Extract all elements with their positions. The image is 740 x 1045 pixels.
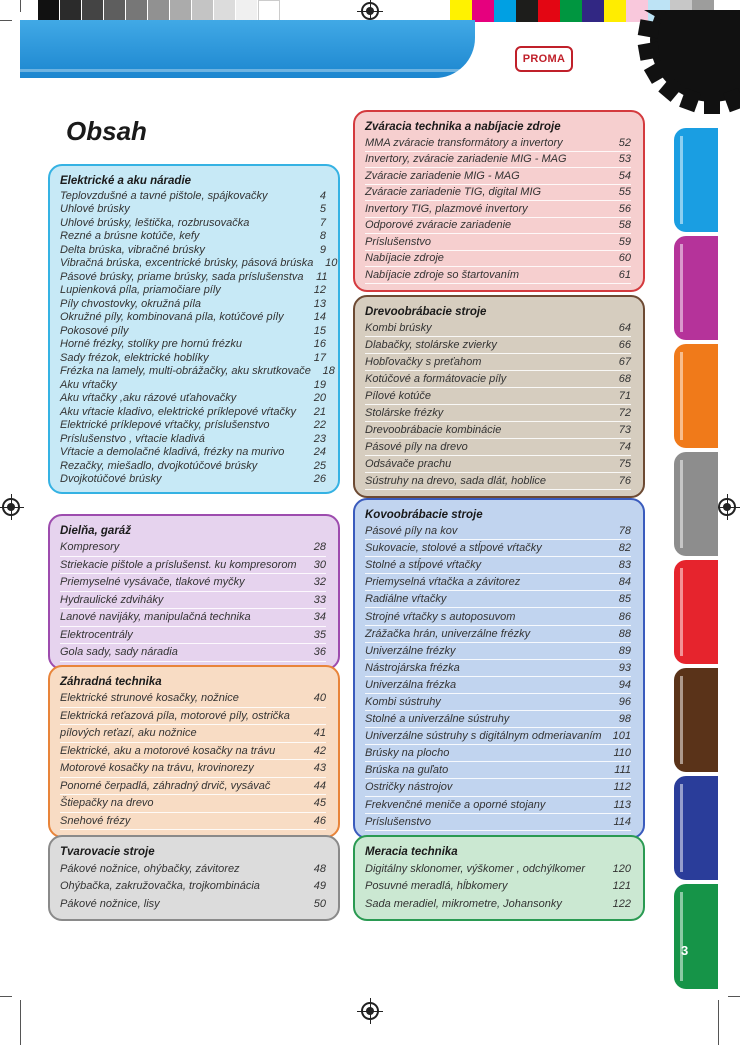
toc-entry-label: Príslušenstvo , vŕtacie kladivá [60,432,205,445]
toc-entry-page: 16 [313,338,326,351]
toc-entry[interactable] [60,473,326,487]
section-title: Tvarovacie stroje [60,846,155,858]
toc-entry[interactable] [60,189,326,203]
toc-entry-label: Aku vŕtačky [60,378,117,391]
toc-entry[interactable] [365,779,631,796]
toc-entry-label: Sústruhy na drevo, sada dlát, hoblice [365,475,547,487]
toc-entry-label: Delta brúska, vibračné brúsky [60,243,205,256]
toc-entry[interactable] [60,216,326,230]
toc-entry-page: 28 [313,541,326,554]
toc-entry-label: Sada meradiel, mikrometre, Johansonky [365,897,562,910]
toc-entry-page: 40 [313,692,326,705]
toc-entry-page: 52 [618,136,631,149]
toc-entry[interactable] [60,690,326,708]
page-title: Obsah [66,116,147,146]
toc-entry-page: 59 [618,235,631,248]
toc-entry-page: 83 [618,559,631,572]
toc-entry-label: Sady frézok, elektrické hoblíky [60,351,209,364]
toc-entry-label: Invertory TIG, plazmové invertory [365,202,528,215]
toc-entry[interactable] [365,878,631,896]
grayscale-calibration-bar [38,0,280,22]
toc-entry-page: 93 [618,661,631,674]
toc-entry-page: 64 [618,322,631,334]
toc-entry-label: Brúska na guľato [365,764,449,777]
toc-entry-label: Teplovzdušné a tavné pištole, spájkovačky [60,189,268,202]
toc-entry-label: Frézka na lamely, multi-obrážačky, aku skrutkovače [60,365,311,378]
toc-entry-label: Dlabačky, stolárske zvierky [365,339,497,351]
toc-entry[interactable] [365,371,631,388]
toc-entry[interactable] [60,574,326,592]
toc-entry-page: 24 [313,446,326,459]
toc-entry[interactable] [60,446,326,460]
toc-entry-page: 12 [313,284,326,297]
registration-mark-icon [361,1002,379,1020]
section-drevoobrabacie [353,295,645,498]
toc-entry[interactable] [365,728,631,745]
toc-entry-label: Elektrické príklepové vŕtačky, príslušenstvo [60,419,270,432]
toc-entry[interactable] [365,643,631,660]
toc-entry-page: 58 [618,219,631,232]
toc-entry-label: Lupienková píla, priamočiare píly [60,284,221,297]
toc-entry[interactable] [60,324,326,338]
toc-entry-page: 4 [319,189,326,202]
toc-entry[interactable] [60,860,326,878]
toc-entry-label: Kompresory [60,541,120,554]
toc-entry-label: Nabíjacie zdroje [365,252,444,265]
toc-entry-page: 122 [612,897,631,910]
toc-entry-page: 85 [618,593,631,606]
crop-mark [20,1000,21,1045]
toc-entry[interactable] [365,456,631,473]
toc-entry-label: pílových reťazí, aku nožnice [60,727,197,740]
toc-entry-label: Brúsky na plocho [365,747,450,760]
toc-entry[interactable] [60,378,326,392]
toc-entry-page: 34 [313,611,326,624]
toc-entry-page: 53 [618,153,631,166]
toc-entry[interactable] [365,660,631,677]
toc-entry[interactable] [365,574,631,591]
toc-entry-label: Dvojkotúčové brúsky [60,473,162,486]
toc-entry-label: Priemyselné vysávače, tlakové myčky [60,576,245,589]
toc-entry-page: 19 [313,378,326,391]
section-tab-6[interactable] [674,668,718,772]
toc-entry-label: Uhlové brúsky, leštička, rozbrusovačka [60,216,250,229]
toc-entry-label: Radiálne vŕtačky [365,593,447,606]
toc-entry-label: Pílové kotúče [365,390,432,402]
toc-entry-page: 98 [618,713,631,726]
toc-entry-page: 5 [319,203,326,216]
toc-entry[interactable] [365,762,631,779]
registration-mark-icon [718,498,736,516]
toc-entry-page: 114 [613,815,631,828]
toc-entry[interactable] [365,473,631,490]
toc-entry-label: Elektrické strunové kosačky, nožnice [60,692,239,705]
toc-entry-label: Kotúčové a formátovacie píly [365,373,507,385]
toc-entry-label: Hobľovačky s preťahom [365,356,482,368]
registration-mark-icon [2,498,20,516]
toc-entry[interactable] [60,539,326,557]
toc-entry[interactable] [365,388,631,405]
toc-entry[interactable] [60,895,326,913]
registration-mark-icon [361,2,379,20]
toc-entry-label: Hydraulické zdviháky [60,593,164,606]
toc-entry[interactable] [60,743,326,761]
toc-entry-page: 73 [618,424,631,436]
toc-entry-page: 55 [618,186,631,199]
section-title: Zváracia technika a nabíjacie zdroje [365,121,561,133]
toc-entry-page: 96 [618,695,631,708]
toc-entry[interactable] [60,365,335,379]
toc-entry[interactable] [365,694,631,711]
toc-entry-label: Vibračná brúska, excentrické brúsky, pásová brúska [60,257,314,270]
toc-entry[interactable] [60,432,326,446]
toc-entry[interactable] [60,257,338,271]
toc-entry[interactable] [60,813,326,831]
toc-entry-page: 30 [313,558,326,571]
toc-entry[interactable] [60,297,326,311]
toc-entry[interactable] [365,405,631,422]
toc-entry-page: 74 [618,441,631,453]
section-tab-5[interactable] [674,560,718,664]
section-tab-1[interactable] [674,128,718,232]
toc-entry[interactable] [365,860,631,878]
toc-entry[interactable] [365,711,631,728]
toc-entry-page: 72 [618,407,631,419]
toc-entry-page: 82 [618,542,631,555]
toc-entry-label: Príslušenstvo [365,815,432,828]
toc-entry-page: 84 [618,576,631,589]
toc-entry-page: 112 [613,781,631,794]
toc-entry-label: Pokosové píly [60,324,129,337]
toc-entry[interactable] [365,591,631,608]
toc-entry-label: Pásové píly na kov [365,525,458,538]
toc-entry-page: 11 [316,270,328,283]
header-band [20,20,475,78]
toc-entry-page: 17 [313,351,326,364]
toc-entry-page: 26 [313,473,326,486]
toc-entry[interactable] [60,609,326,627]
toc-entry-label: Príslušenstvo [365,235,432,248]
toc-entry[interactable] [365,267,631,284]
section-title: Elektrické a aku náradie [60,175,192,187]
crop-mark [718,1000,719,1045]
toc-entry-page: 45 [313,797,326,810]
toc-entry[interactable] [60,795,326,813]
toc-entry-page: 44 [313,779,326,792]
toc-entry-page: 54 [618,169,631,182]
toc-entry-page: 49 [313,880,326,893]
toc-entry-label: Štiepačky na drevo [60,797,154,810]
toc-entry-page: 46 [313,814,326,827]
toc-entry[interactable] [60,311,326,325]
section-dielna [48,514,340,670]
section-tvarovacie [48,835,340,921]
toc-entry[interactable] [365,135,631,152]
toc-entry-label: MMA zváracie transformátory a invertory [365,136,563,149]
toc-entry[interactable] [60,392,326,406]
toc-entry-label: Pásové píly na drevo [365,441,468,453]
toc-entry-label: Pásové brúsky, priame brúsky, sada príslušenstva [60,270,304,283]
toc-entry-page: 66 [618,339,631,351]
toc-entry[interactable] [365,354,631,371]
toc-entry-label: Univerzálna frézka [365,678,457,691]
toc-entry-page: 89 [618,644,631,657]
toc-entry-label: Pákové nožnice, lisy [60,897,160,910]
toc-entry-page: 71 [618,390,631,402]
toc-entry-label: Ponorné čerpadlá, záhradný drvič, vysávač [60,779,271,792]
toc-entry[interactable] [60,419,326,433]
section-kovoobrabacie [353,498,645,839]
toc-entry-page: 76 [618,475,631,487]
toc-entry-label: Elektrické, aku a motorové kosačky na trávu [60,744,276,757]
toc-entry[interactable] [365,797,631,814]
crop-mark [0,996,12,997]
section-elektricke [48,164,340,494]
toc-entry[interactable] [60,230,326,244]
section-tab-7[interactable] [674,776,718,880]
toc-entry-label: Píly chvostovky, okružná píla [60,297,202,310]
toc-entry-page: 8 [319,230,326,243]
toc-entry-label: Stolné a stĺpové vŕtačky [365,559,482,572]
toc-entry-label: Kombi brúsky [365,322,432,334]
toc-entry-label: Gola sady, sady náradia [60,646,178,659]
toc-entry-label: Strojné vŕtačky s autoposuvom [365,610,516,623]
toc-entry-label: Odporové zváracie zariadenie [365,219,512,232]
toc-entry-label: Frekvenčné meniče a oporné stojany [365,798,546,811]
crop-mark [728,996,740,997]
toc-entry[interactable] [365,745,631,762]
toc-entry-label: Okružné píly, kombinovaná píla, kotúčové píly [60,311,284,324]
toc-entry-page: 94 [618,678,631,691]
toc-entry-page: 56 [618,202,631,215]
toc-entry-label: Lanové navijáky, manipulačná technika [60,611,251,624]
toc-entry-label: Nabíjacie zdroje so štartovaním [365,268,520,281]
toc-entry[interactable] [365,320,631,337]
toc-entry[interactable] [60,405,326,419]
toc-entry-label: Stolné a univerzálne sústruhy [365,713,510,726]
crop-mark [0,20,12,21]
toc-entry-page: 61 [618,268,631,281]
toc-entry[interactable] [365,185,631,202]
toc-entry[interactable] [365,152,631,169]
toc-entry-page: 86 [618,610,631,623]
section-tab-4[interactable] [674,452,718,556]
toc-entry[interactable] [365,677,631,694]
toc-entry-page: 35 [313,628,326,641]
toc-entry[interactable] [60,243,326,257]
toc-entry-page: 36 [313,646,326,659]
toc-entry-label: Elektrocentrály [60,628,133,641]
section-title: Dielňa, garáž [60,525,131,537]
toc-entry-page: 18 [322,365,335,378]
toc-entry-label: Striekacie pištole a príslušenst. ku kompresorom [60,558,297,571]
toc-entry-label: Posuvné meradlá, hĺbkomery [365,880,508,893]
toc-entry-page: 15 [313,324,326,337]
toc-entry-page: 13 [313,297,326,310]
toc-entry[interactable] [60,778,326,796]
toc-entry[interactable] [60,338,326,352]
toc-entry[interactable] [365,439,631,456]
toc-entry-page: 10 [325,257,338,270]
toc-entry-label: Aku vŕtacie kladivo, elektrické príklepové vŕtačky [60,405,296,418]
toc-entry-label: Uhlové brúsky [60,203,130,216]
toc-entry-page: 41 [313,727,326,740]
toc-entry-page: 101 [612,730,631,743]
toc-entry-label: Ostričky nástrojov [365,781,453,794]
toc-entry-label: Aku vŕtačky ,aku rázové uťahovačky [60,392,237,405]
toc-entry[interactable] [60,270,326,284]
toc-entry[interactable] [365,218,631,235]
toc-entry[interactable] [365,608,631,625]
section-zahradna [48,665,340,838]
toc-entry-page: 22 [313,419,326,432]
toc-entry[interactable] [60,284,326,298]
section-tab-3[interactable] [674,344,718,448]
toc-entry-label: Univerzálne frézky [365,644,456,657]
toc-entry-page: 43 [313,762,326,775]
toc-entry[interactable] [365,895,631,913]
toc-entry-label: Rezačky, miešadlo, dvojkotúčové brúsky [60,459,258,472]
toc-entry-page: 33 [313,593,326,606]
section-title: Drevoobrábacie stroje [365,306,487,318]
toc-entry[interactable] [60,708,326,726]
toc-entry-page: 20 [313,392,326,405]
section-zvaracia [353,110,645,292]
toc-entry-label: Rezné a brúsne kotúče, kefy [60,230,200,243]
toc-entry-label: Univerzálne sústruhy s digitálnym odmeriavaním [365,730,602,743]
toc-entry[interactable] [60,760,326,778]
toc-entry-page: 23 [313,432,326,445]
toc-entry[interactable] [365,201,631,218]
toc-entry[interactable] [365,234,631,251]
toc-entry-page: 42 [313,744,326,757]
toc-entry-label: Pákové nožnice, ohýbačky, závitorez [60,862,240,875]
toc-entry-label: Invertory, zváracie zariadenie MIG - MAG [365,153,567,166]
toc-entry[interactable] [365,422,631,439]
page-number: 3 [681,943,689,958]
toc-entry-page: 68 [618,373,631,385]
toc-entry-label: Zváracie zariadenie TIG, digital MIG [365,186,542,199]
toc-entry-page: 78 [618,525,631,538]
toc-entry-label: Digitálny sklonomer, výškomer , odchýlkomer [365,862,586,875]
toc-entry[interactable] [60,644,326,662]
toc-entry[interactable] [60,627,326,645]
toc-entry[interactable] [60,878,326,896]
toc-entry-label: Elektrická reťazová píla, motorové píly, ostrička [60,709,290,722]
toc-entry-label: Snehové frézy [60,814,131,827]
toc-entry-label: Nástrojárska frézka [365,661,460,674]
toc-entry-page: 111 [614,764,631,777]
crop-mark [20,0,21,12]
toc-entry-page: 75 [618,458,631,470]
toc-entry[interactable] [365,626,631,643]
toc-entry[interactable] [60,351,326,365]
toc-entry-label: Priemyselná vŕtačka a závitorez [365,576,521,589]
toc-entry[interactable] [60,592,326,610]
toc-entry-page: 60 [618,252,631,265]
toc-entry[interactable] [60,459,326,473]
toc-entry-label: Sukovacie, stolové a stĺpové vŕtačky [365,542,542,555]
toc-entry-label: Motorové kosačky na trávu, krovinorezy [60,762,254,775]
toc-entry-page: 50 [313,897,326,910]
section-title: Kovoobrábacie stroje [365,509,483,521]
toc-entry-page: 88 [618,627,631,640]
toc-entry[interactable] [365,814,631,831]
toc-entry-label: Ohýbačka, zakružovačka, trojkombinácia [60,880,260,893]
toc-entry-page: 25 [313,459,326,472]
toc-entry-page: 48 [313,862,326,875]
toc-entry-page: 67 [618,356,631,368]
toc-entry-label: Odsávače prachu [365,458,452,470]
toc-entry-page: 113 [613,798,631,811]
toc-entry[interactable] [365,337,631,354]
toc-entry[interactable] [365,168,631,185]
toc-entry-page: 9 [319,243,326,256]
toc-entry[interactable] [365,557,631,574]
toc-entry-page: 120 [612,862,631,875]
toc-entry[interactable] [365,523,631,540]
toc-entry-label: Vŕtacie a demolačné kladivá, frézky na murivo [60,446,285,459]
toc-entry-page: 14 [313,311,326,324]
section-title: Meracia technika [365,846,458,858]
toc-entry-page: 110 [613,747,631,760]
toc-entry-page: 7 [319,216,326,229]
toc-entry[interactable] [60,725,326,743]
toc-entry-page: 32 [313,576,326,589]
toc-entry-label: Zváracie zariadenie MIG - MAG [365,169,520,182]
section-tab-2[interactable] [674,236,718,340]
toc-entry-label: Horné frézky, stolíky pre hornú frézku [60,338,242,351]
proma-logo: PROMA [515,46,573,72]
toc-entry-label: Zrážačka hrán, univerzálne frézky [365,627,531,640]
section-tab-8[interactable] [674,884,718,989]
toc-entry[interactable] [60,203,326,217]
toc-entry-label: Kombi sústruhy [365,695,441,708]
toc-entry[interactable] [365,251,631,268]
section-meracia [353,835,645,921]
toc-entry-label: Drevoobrábacie kombinácie [365,424,502,436]
toc-entry[interactable] [60,557,326,575]
toc-entry-page: 21 [313,405,326,418]
section-title: Záhradná technika [60,676,162,688]
toc-entry[interactable] [365,540,631,557]
toc-entry-page: 121 [612,880,631,893]
toc-entry-label: Stolárske frézky [365,407,444,419]
